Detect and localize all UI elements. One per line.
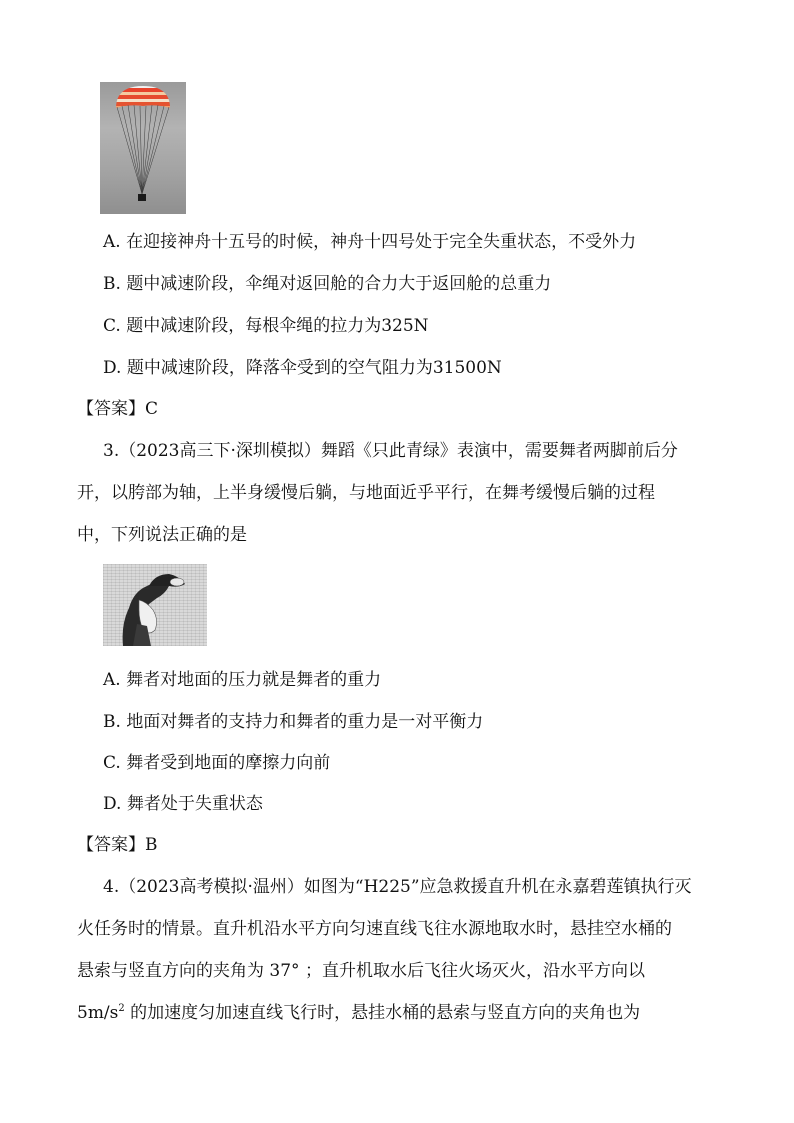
- question-3-line-3: 中，下列说法正确的是: [77, 525, 247, 545]
- option-d: [103, 793, 263, 815]
- line-continuation: 的加速度匀加速直线飞行时，悬挂水桶的悬索与竖直方向的夹角也为: [124, 1003, 641, 1023]
- question-4-line-1: 4.（2023高考模拟·温州）如图为“H225”应急救援直升机在永嘉碧莲镇执行灭: [103, 877, 692, 897]
- option-letter: C.: [103, 316, 121, 336]
- option-text: 地面对舞者的支持力和舞者的重力是一对平衡力: [126, 712, 484, 732]
- question-4-line-2: 火任务时的情景。直升机沿水平方向匀速直线飞往水源地取水时，悬挂空水桶的: [77, 919, 672, 939]
- option-text: 题中减速阶段，每根伞绳的拉力为325N: [126, 316, 429, 336]
- acceleration-value: 5m/s: [77, 1003, 119, 1023]
- answer-q3: 【答案】B: [77, 835, 158, 855]
- option-text: 题中减速阶段，降落伞受到的空气阻力为31500N: [126, 358, 502, 378]
- exponent: 2: [118, 1003, 125, 1014]
- option-a: [103, 669, 381, 691]
- option-d: [103, 357, 502, 379]
- option-c: [103, 315, 429, 337]
- option-letter: D.: [103, 358, 122, 378]
- option-b: [103, 273, 551, 295]
- question-4-line-4: [77, 1002, 640, 1024]
- dancer-image: [103, 564, 207, 646]
- option-text: 题中减速阶段，伞绳对返回舱的合力大于返回舱的总重力: [126, 274, 552, 294]
- option-letter: B.: [103, 712, 121, 732]
- option-text: 在迎接神舟十五号的时候，神舟十四号处于完全失重状态，不受外力: [126, 232, 637, 252]
- option-text: 舞者对地面的压力就是舞者的重力: [126, 670, 382, 690]
- dancer-drawing: [103, 564, 207, 646]
- option-b: [103, 711, 483, 733]
- option-a: [103, 231, 636, 253]
- option-letter: A.: [103, 232, 121, 252]
- option-letter: B.: [103, 274, 121, 294]
- option-letter: C.: [103, 753, 121, 773]
- answer-q2: 【答案】C: [77, 399, 159, 419]
- parachute-drawing: [100, 82, 186, 214]
- option-c: [103, 752, 330, 774]
- question-3-line-1: 3.（2023高三下·深圳模拟）舞蹈《只此青绿》表演中，需要舞者两脚前后分: [103, 441, 678, 461]
- option-text: 舞者受到地面的摩擦力向前: [126, 753, 331, 773]
- option-letter: A.: [103, 670, 121, 690]
- question-3-line-2: 开，以胯部为轴，上半身缓慢后躺，与地面近乎平行，在舞考缓慢后躺的过程: [77, 483, 655, 503]
- option-text: 舞者处于失重状态: [126, 794, 263, 814]
- parachute-image: [100, 82, 186, 214]
- question-4-line-3: 悬索与竖直方向的夹角为 37° ；直升机取水后飞往火场灭火，沿水平方向以: [77, 961, 645, 981]
- option-letter: D.: [103, 794, 122, 814]
